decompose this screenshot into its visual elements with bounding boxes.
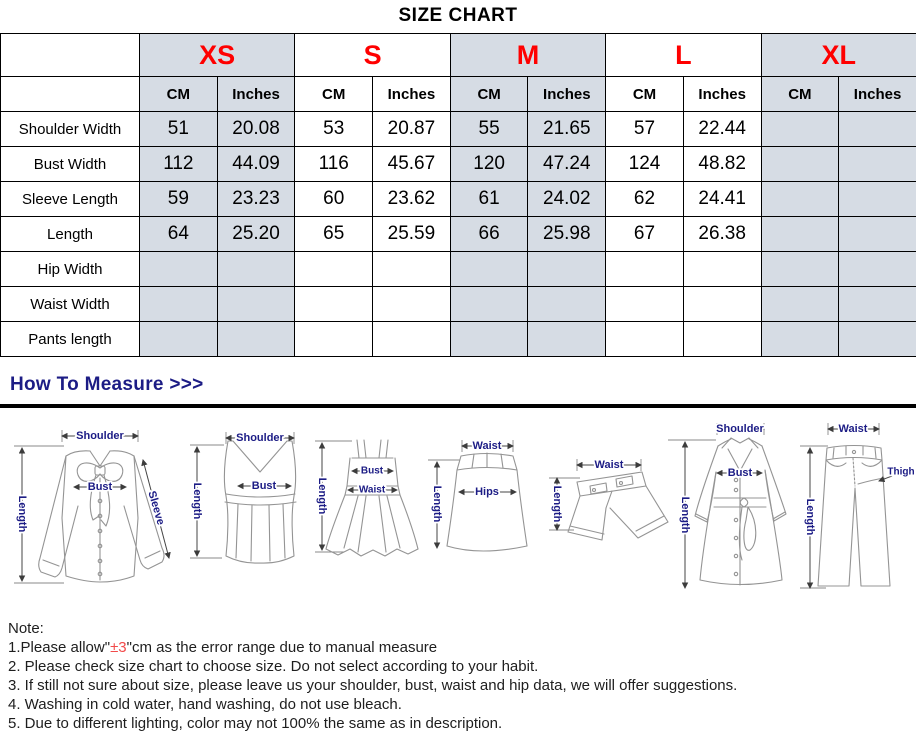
value-cell (839, 252, 916, 287)
shorts-waist-label: Waist (594, 459, 624, 471)
value-cell (839, 287, 916, 322)
note-line-1-highlight: ±3 (110, 639, 127, 656)
value-cell: 112 (140, 147, 218, 182)
dress-waist-label: Waist (358, 484, 386, 496)
value-cell: 24.02 (528, 182, 606, 217)
value-cell (528, 252, 606, 287)
value-cell (839, 322, 916, 357)
value-cell: 20.87 (373, 112, 451, 147)
corner-cell (1, 77, 140, 112)
value-cell (839, 182, 916, 217)
value-cell (140, 287, 218, 322)
coat-length-label: Length (679, 496, 691, 534)
value-cell (450, 252, 528, 287)
value-cell (217, 287, 295, 322)
value-cell: 67 (606, 217, 684, 252)
skirt-waist-label: Waist (472, 440, 502, 452)
value-cell: 45.67 (373, 147, 451, 182)
value-cell (528, 287, 606, 322)
size-header-xs: XS (140, 34, 295, 77)
note-section (8, 619, 916, 733)
value-cell (606, 252, 684, 287)
value-cell (761, 147, 839, 182)
note-line-2: 2. Please check size chart to choose size. Do not select according to your habit. (8, 658, 539, 675)
top-shoulder-label: Shoulder (236, 432, 284, 444)
value-cell (606, 287, 684, 322)
note-line-1-prefix: 1.Please allow" (8, 639, 111, 656)
value-cell: 66 (450, 217, 528, 252)
coat-bust-label: Bust (727, 467, 753, 479)
figure-top (190, 432, 296, 563)
value-cell (373, 322, 451, 357)
size-header-s: S (295, 34, 450, 77)
top-length-label: Length (191, 482, 203, 520)
row-label: Hip Width (1, 252, 140, 287)
size-header-m: M (450, 34, 605, 77)
value-cell: 25.98 (528, 217, 606, 252)
value-cell: 47.24 (528, 147, 606, 182)
skirt-hips-label: Hips (475, 486, 499, 498)
value-cell (140, 252, 218, 287)
note-line-4: 4. Washing in cold water, hand washing, do not use bleach. (8, 696, 402, 713)
note-line-5: 5. Due to different lighting, color may not 100% the same as in description. (8, 715, 503, 732)
value-cell (839, 112, 916, 147)
value-cell: 25.20 (217, 217, 295, 252)
value-cell: 44.09 (217, 147, 295, 182)
value-cell (373, 252, 451, 287)
blouse-shoulder-label: Shoulder (76, 430, 124, 442)
value-cell (683, 252, 761, 287)
figure-coat (668, 423, 786, 588)
value-cell: 124 (606, 147, 684, 182)
blouse-length-label: Length (16, 495, 28, 533)
value-cell: 120 (450, 147, 528, 182)
measure-heading: How To Measure >>> (10, 374, 204, 395)
unit-header-xl-cm: CM (761, 77, 839, 112)
unit-header-l-cm: CM (606, 77, 684, 112)
value-cell: 62 (606, 182, 684, 217)
note-heading: Note: (8, 620, 44, 637)
value-cell: 24.41 (683, 182, 761, 217)
figure-shorts (549, 459, 668, 540)
value-cell: 20.08 (217, 112, 295, 147)
value-cell (450, 287, 528, 322)
value-cell (295, 252, 373, 287)
note-line-1-suffix: "cm as the error range due to manual measure (126, 639, 438, 656)
value-cell (839, 147, 916, 182)
value-cell (373, 287, 451, 322)
value-cell (606, 322, 684, 357)
size-table (0, 33, 916, 357)
figure-blouse (14, 430, 169, 583)
value-cell: 51 (140, 112, 218, 147)
row-label: Length (1, 217, 140, 252)
figure-pants (800, 423, 915, 588)
value-cell (761, 217, 839, 252)
value-cell: 55 (450, 112, 528, 147)
pants-thigh-label: Thigh (887, 466, 915, 478)
figure-skirt (428, 440, 527, 551)
value-cell (450, 322, 528, 357)
top-bust-label: Bust (251, 480, 277, 492)
value-cell: 48.82 (683, 147, 761, 182)
size-header-l: L (606, 34, 761, 77)
value-cell: 21.65 (528, 112, 606, 147)
value-cell (839, 217, 916, 252)
corner-cell (1, 34, 140, 77)
row-label: Waist Width (1, 287, 140, 322)
pants-length-label: Length (804, 498, 816, 536)
value-cell: 23.62 (373, 182, 451, 217)
unit-header-s-inches: Inches (373, 77, 451, 112)
value-cell: 57 (606, 112, 684, 147)
unit-header-m-inches: Inches (528, 77, 606, 112)
row-label: Bust Width (1, 147, 140, 182)
value-cell (761, 252, 839, 287)
row-label: Sleeve Length (1, 182, 140, 217)
value-cell (140, 322, 218, 357)
pants-waist-label: Waist (838, 423, 868, 435)
value-cell: 25.59 (373, 217, 451, 252)
value-cell (217, 322, 295, 357)
value-cell: 116 (295, 147, 373, 182)
value-cell: 59 (140, 182, 218, 217)
note-line-3: 3. If still not sure about size, please leave us your shoulder, bust, waist and hip data, we will offer suggestions. (8, 677, 738, 694)
value-cell: 61 (450, 182, 528, 217)
value-cell: 53 (295, 112, 373, 147)
value-cell (295, 287, 373, 322)
coat-shoulder-label: Shoulder (716, 423, 764, 435)
value-cell (761, 322, 839, 357)
size-header-xl: XL (761, 34, 916, 77)
skirt-length-label: Length (431, 485, 443, 523)
value-cell: 60 (295, 182, 373, 217)
value-cell (761, 112, 839, 147)
dress-length-label: Length (316, 477, 328, 515)
row-label: Shoulder Width (1, 112, 140, 147)
value-cell (761, 182, 839, 217)
unit-header-xs-cm: CM (140, 77, 218, 112)
value-cell: 26.38 (683, 217, 761, 252)
unit-header-s-cm: CM (295, 77, 373, 112)
figure-dress (315, 440, 418, 556)
value-cell (761, 287, 839, 322)
value-cell: 23.23 (217, 182, 295, 217)
shorts-length-label: Length (551, 485, 563, 523)
page-title: SIZE CHART (398, 5, 518, 26)
blouse-bust-label: Bust (87, 481, 113, 493)
value-cell: 22.44 (683, 112, 761, 147)
how-to-measure-figures (0, 408, 916, 613)
unit-header-l-inches: Inches (683, 77, 761, 112)
value-cell (295, 322, 373, 357)
unit-header-xl-inches: Inches (839, 77, 916, 112)
value-cell: 65 (295, 217, 373, 252)
note-line-1 (8, 638, 916, 657)
value-cell (683, 322, 761, 357)
value-cell (683, 287, 761, 322)
dress-bust-label: Bust (360, 465, 384, 477)
value-cell (217, 252, 295, 287)
value-cell: 64 (140, 217, 218, 252)
unit-header-m-cm: CM (450, 77, 528, 112)
blouse-sleeve-label: Sleeve (145, 489, 167, 527)
value-cell (528, 322, 606, 357)
unit-header-xs-inches: Inches (217, 77, 295, 112)
row-label: Pants length (1, 322, 140, 357)
